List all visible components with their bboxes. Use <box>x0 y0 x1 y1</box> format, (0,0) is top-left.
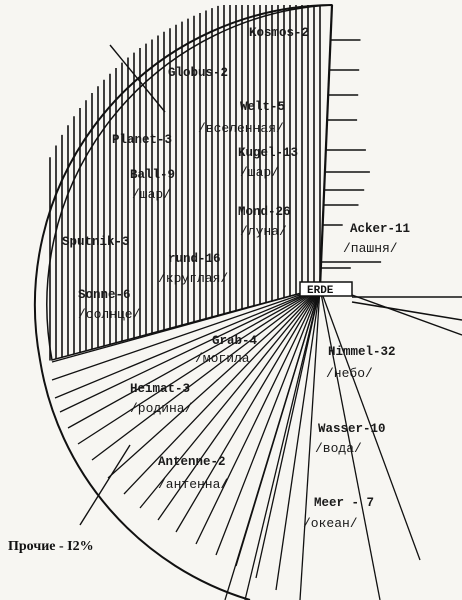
pie-body <box>35 5 462 600</box>
label-antenne-ru: /антенна/ <box>158 477 229 492</box>
label-mond: Mond-26 <box>238 205 291 219</box>
label-rund-ru: /круглая/ <box>158 271 229 286</box>
others-label: Прочие - I2% <box>8 539 94 554</box>
tick-line <box>352 302 462 320</box>
label-antenne: Antenne-2 <box>158 455 226 469</box>
label-welt: Welt-5 <box>240 100 286 114</box>
label-mond-ru: /луна/ <box>240 224 287 239</box>
label-wasser: Wasser-10 <box>318 422 386 436</box>
label-heimat: Heimat-3 <box>130 382 191 396</box>
label-kugel-ru: /шар/ <box>240 165 280 180</box>
label-ball-ru: /шар/ <box>132 187 172 202</box>
label-kosmos: Kosmos-2 <box>249 26 310 40</box>
label-meer-ru: /океан/ <box>303 516 358 531</box>
label-kugel: Kugel-13 <box>238 146 299 160</box>
label-rund: rund-16 <box>168 252 221 266</box>
label-ball: Ball-9 <box>130 168 176 182</box>
label-meer: Meer - 7 <box>314 496 375 510</box>
label-planet: Planet-3 <box>112 133 173 147</box>
label-acker-ru: /пашня/ <box>343 241 398 256</box>
label-sputnik: Sputnik-3 <box>62 235 130 249</box>
label-heimat-ru: /родина/ <box>130 401 193 416</box>
label-acker: Acker-11 <box>350 222 411 236</box>
label-himmel: Himmel-32 <box>328 345 396 359</box>
slice-divider <box>176 288 320 532</box>
label-wasser-ru: /вода/ <box>315 441 362 456</box>
label-grab-ru: /могила <box>195 351 250 366</box>
leader-line-right <box>352 295 462 335</box>
leader-line-others <box>80 445 130 525</box>
label-sonne-ru: /солнце/ <box>78 307 141 322</box>
label-himmel-ru: /небо/ <box>326 366 373 381</box>
label-globus: Globus-2 <box>168 66 229 80</box>
label-sonne: Sonne-6 <box>78 288 131 302</box>
label-welt-ru: /вселенная/ <box>198 121 284 136</box>
center-label: ERDE <box>307 285 334 297</box>
label-grab: Grab-4 <box>212 334 258 348</box>
slice-divider <box>216 288 320 555</box>
